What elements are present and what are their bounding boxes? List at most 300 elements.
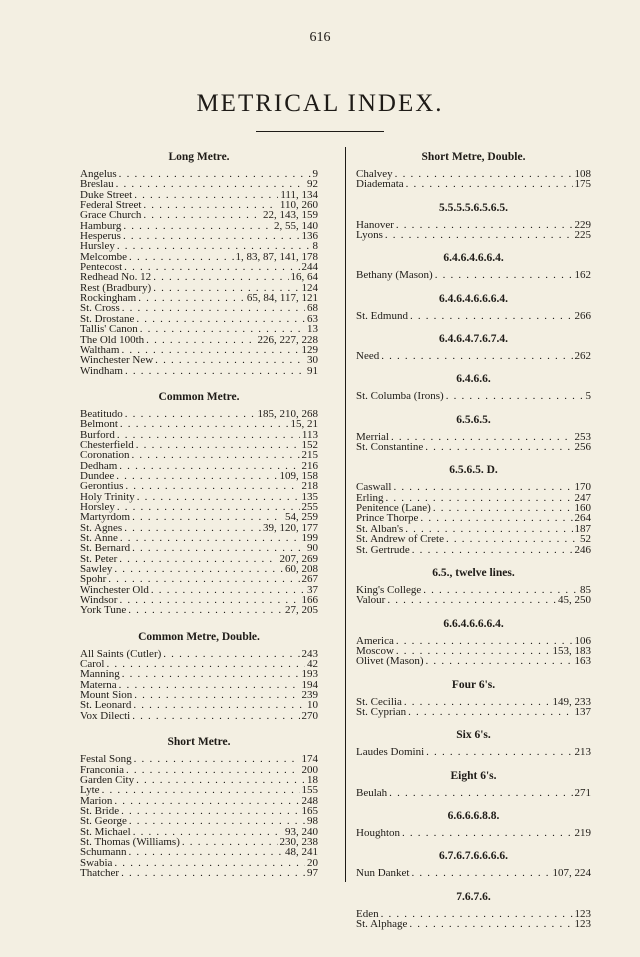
tune-name: Olivet (Mason) xyxy=(356,655,424,668)
tune-name: Erling xyxy=(356,491,384,504)
tune-name: All Saints (Cutler) xyxy=(80,647,162,660)
dot-leader xyxy=(121,806,299,816)
dot-leader xyxy=(119,461,299,471)
hymn-numbers: 175 xyxy=(574,178,591,191)
tune-name: St. Anne xyxy=(80,532,118,544)
tune-name: Martyrdom xyxy=(80,511,131,524)
dot-leader xyxy=(146,335,255,345)
hymn-numbers: 60, 208 xyxy=(285,563,318,576)
index-section xyxy=(356,678,591,718)
tune-name: Windham xyxy=(80,364,123,377)
hymn-numbers: 109, 158 xyxy=(279,469,318,482)
dot-leader xyxy=(395,169,573,179)
index-entry xyxy=(356,788,591,798)
index-entry xyxy=(80,649,318,659)
hymn-numbers: 226, 227, 228 xyxy=(257,333,318,346)
dot-leader xyxy=(406,179,573,189)
tune-name: Breslau xyxy=(80,178,114,191)
tune-name: St. Edmund xyxy=(356,309,408,322)
index-section xyxy=(80,735,318,878)
index-entry xyxy=(356,179,591,189)
section-heading: Four 6's. xyxy=(451,678,496,691)
hymn-numbers: 218 xyxy=(301,480,318,493)
dot-leader xyxy=(426,747,572,757)
tune-name: Winchester New xyxy=(80,354,154,367)
tune-name: Garden City xyxy=(80,773,135,786)
dot-leader xyxy=(119,595,299,605)
hymn-numbers: 68 xyxy=(307,302,318,315)
index-entry xyxy=(80,366,318,376)
tune-name: Angelus xyxy=(80,168,117,180)
dot-leader xyxy=(122,669,300,679)
tune-name: Moscow xyxy=(356,644,394,657)
hymn-numbers: 256 xyxy=(574,441,591,454)
hymn-numbers: 2, 55, 140 xyxy=(274,219,318,232)
dot-leader xyxy=(116,471,277,481)
index-entry xyxy=(80,816,318,826)
hymn-numbers: 200 xyxy=(301,763,318,776)
hymn-numbers: 239 xyxy=(301,689,318,702)
hymn-numbers: 153, 183 xyxy=(552,644,591,657)
section-heading: 6.4.6.6. xyxy=(456,373,491,386)
hymn-numbers: 160 xyxy=(574,502,591,515)
tune-name: America xyxy=(356,634,394,647)
index-entry xyxy=(356,656,591,666)
tune-name: Winchester Old xyxy=(80,583,149,596)
dot-leader xyxy=(137,492,300,502)
tune-name: St. Alban's xyxy=(356,522,404,535)
hymn-numbers: 27, 205 xyxy=(285,604,318,617)
dot-leader xyxy=(134,754,300,764)
hymn-numbers: 185, 210, 268 xyxy=(257,407,318,420)
dot-leader xyxy=(393,482,572,492)
tune-name: Caswall xyxy=(356,481,392,494)
tune-name: Dedham xyxy=(80,459,118,472)
tune-name: St. Cecilia xyxy=(356,695,402,708)
section-heading: 6.4.6.4.7.6.7.4. xyxy=(439,333,508,346)
section-heading: 6.4.6.4.6.6.6.4. xyxy=(439,292,508,305)
index-entry xyxy=(80,564,318,574)
page-title: METRICAL INDEX. xyxy=(196,90,444,117)
tune-name: Hursley xyxy=(80,240,115,253)
dot-leader xyxy=(163,649,299,659)
tune-name: Bethany (Mason) xyxy=(356,269,433,282)
tune-name: St. Thomas (Williams) xyxy=(80,835,180,848)
dot-leader xyxy=(402,828,573,838)
tune-name: St. Bernard xyxy=(80,542,131,555)
hymn-numbers: 255 xyxy=(301,500,318,513)
index-entry xyxy=(80,754,318,764)
dot-leader xyxy=(120,419,289,429)
dot-leader xyxy=(132,512,283,522)
hymn-numbers: 13 xyxy=(307,323,318,336)
dot-leader xyxy=(155,355,305,365)
tune-name: Hesperus xyxy=(80,230,121,243)
tune-name: Belmont xyxy=(80,418,118,431)
tune-name: Franconia xyxy=(80,763,124,776)
dot-leader xyxy=(125,481,299,491)
dot-leader xyxy=(122,303,305,313)
page-number: 616 xyxy=(309,30,331,45)
hymn-numbers: 93, 240 xyxy=(285,825,318,838)
tune-name: Redhead No. 12 xyxy=(80,271,152,284)
dot-leader xyxy=(114,564,283,574)
dot-leader xyxy=(128,605,283,615)
index-section xyxy=(356,890,591,930)
tune-name: Windsor xyxy=(80,594,118,607)
index-section xyxy=(356,150,591,190)
index-entry xyxy=(80,169,318,179)
tune-name: Sawley xyxy=(80,563,113,576)
section-heading: Long Metre. xyxy=(168,151,230,163)
index-entry xyxy=(356,747,591,757)
dot-leader xyxy=(153,272,288,282)
tune-name: Valour xyxy=(356,594,386,607)
hymn-numbers: 215 xyxy=(301,449,318,462)
index-entry xyxy=(356,545,591,555)
hymn-numbers: 123 xyxy=(574,907,591,920)
dot-leader xyxy=(134,690,299,700)
hymn-numbers: 90 xyxy=(307,542,318,555)
hymn-numbers: 194 xyxy=(301,678,318,691)
hymn-numbers: 266 xyxy=(574,309,591,322)
dot-leader xyxy=(412,545,573,555)
hymn-numbers: 199 xyxy=(301,532,318,544)
dot-leader xyxy=(423,585,578,595)
dot-leader xyxy=(446,391,584,401)
hymn-numbers: 110, 260 xyxy=(279,199,318,212)
index-entry xyxy=(356,868,591,878)
dot-leader xyxy=(420,513,572,523)
index-entry xyxy=(80,324,318,334)
section-heading: 6.5., twelve lines. xyxy=(432,566,515,579)
tune-name: Rockingham xyxy=(80,292,137,305)
hymn-numbers: 193 xyxy=(301,668,318,681)
tune-name: Waltham xyxy=(80,343,120,356)
section-heading: 7.6.7.6. xyxy=(456,890,491,903)
tune-name: Chalvey xyxy=(356,168,393,180)
hymn-numbers: 166 xyxy=(301,594,318,607)
hymn-numbers: 111, 134 xyxy=(280,188,318,201)
hymn-numbers: 20 xyxy=(307,856,318,869)
tune-name: Vox Dilecti xyxy=(80,709,131,722)
tune-name: Mount Sion xyxy=(80,689,133,702)
dot-leader xyxy=(411,868,550,878)
dot-leader xyxy=(140,324,305,334)
hymn-numbers: 264 xyxy=(574,512,591,525)
dot-leader xyxy=(123,221,272,231)
hymn-numbers: 106 xyxy=(574,634,591,647)
index-section xyxy=(356,372,591,401)
tune-name: Pentecost xyxy=(80,261,123,274)
hymn-numbers: 123 xyxy=(574,917,591,930)
dot-leader xyxy=(136,314,305,324)
title-rule xyxy=(256,131,384,132)
dot-leader xyxy=(132,450,300,460)
dot-leader xyxy=(128,847,283,857)
dot-leader xyxy=(410,311,573,321)
dot-leader xyxy=(433,503,573,513)
index-entry xyxy=(356,230,591,240)
dot-leader xyxy=(408,707,572,717)
dot-leader xyxy=(117,502,300,512)
tune-name: Eden xyxy=(356,907,379,920)
index-section xyxy=(356,463,591,554)
tune-name: Dundee xyxy=(80,469,115,482)
hymn-numbers: 8 xyxy=(312,240,318,253)
dot-leader xyxy=(134,190,278,200)
dot-leader xyxy=(381,909,573,919)
section-heading: 6.6.4.6.6.6.4. xyxy=(443,617,504,630)
hymn-numbers: 230, 238 xyxy=(279,835,318,848)
tune-name: Schumann xyxy=(80,846,127,859)
tune-name: St. Constantine xyxy=(356,441,424,454)
tune-name: St. Andrew of Crete xyxy=(356,533,444,546)
hymn-numbers: 253 xyxy=(574,430,591,443)
dot-leader xyxy=(151,585,305,595)
index-entry xyxy=(80,605,318,615)
index-entry xyxy=(356,707,591,717)
dot-leader xyxy=(396,636,573,646)
dot-leader xyxy=(136,440,300,450)
dot-leader xyxy=(409,919,572,929)
hymn-numbers: 136 xyxy=(301,230,318,243)
hymn-numbers: 98 xyxy=(307,815,318,828)
tune-name: Hanover xyxy=(356,218,394,231)
hymn-numbers: 65, 84, 117, 121 xyxy=(246,292,318,305)
hymn-numbers: 174 xyxy=(301,753,318,766)
index-section xyxy=(80,390,318,616)
tune-name: Grace Church xyxy=(80,209,142,222)
dot-leader xyxy=(119,554,277,564)
index-entry xyxy=(356,442,591,452)
tune-name: Melcombe xyxy=(80,250,128,263)
dot-leader xyxy=(138,293,245,303)
hymn-numbers: 270 xyxy=(301,709,318,722)
hymn-numbers: 9 xyxy=(312,168,318,180)
tune-name: Marion xyxy=(80,794,113,807)
hymn-numbers: 165 xyxy=(301,804,318,817)
dot-leader xyxy=(126,765,300,775)
section-heading: Eight 6's. xyxy=(450,769,497,782)
dot-leader xyxy=(129,252,233,262)
tune-name: Festal Song xyxy=(80,753,132,766)
hymn-numbers: 155 xyxy=(301,784,318,797)
hymn-numbers: 124 xyxy=(301,281,318,294)
hymn-numbers: 137 xyxy=(574,705,591,718)
section-heading: Common Metre. xyxy=(158,390,240,403)
dot-leader xyxy=(404,697,551,707)
dot-leader xyxy=(446,534,578,544)
hymn-numbers: 15, 21 xyxy=(290,418,318,431)
dot-leader xyxy=(136,775,305,785)
tune-name: Beulah xyxy=(356,786,388,799)
tune-name: Houghton xyxy=(356,826,400,839)
tune-name: Nun Danket xyxy=(356,867,410,880)
hymn-numbers: 246 xyxy=(574,543,591,556)
section-heading: 6.5.6.5. D. xyxy=(449,464,498,477)
index-entry xyxy=(356,351,591,361)
tune-name: St. Cross xyxy=(80,302,120,315)
dot-leader xyxy=(121,868,305,878)
index-entry xyxy=(356,311,591,321)
index-section xyxy=(356,809,591,838)
tune-name: St. George xyxy=(80,815,127,828)
dot-leader xyxy=(132,711,299,721)
dot-leader xyxy=(143,200,278,210)
tune-name: Hamburg xyxy=(80,219,122,232)
hymn-numbers: 18 xyxy=(307,773,318,786)
tune-name: Swabia xyxy=(80,856,113,869)
dot-leader xyxy=(426,656,573,666)
dot-leader xyxy=(102,785,300,795)
hymn-numbers: 229 xyxy=(574,218,591,231)
index-entry xyxy=(356,270,591,280)
tune-name: St. Michael xyxy=(80,825,131,838)
tune-name: Diademata xyxy=(356,178,404,191)
hymn-numbers: 10 xyxy=(307,699,318,712)
tune-name: St. Bride xyxy=(80,804,120,817)
hymn-numbers: 85 xyxy=(580,583,591,596)
tune-name: Penitence (Lane) xyxy=(356,502,431,515)
tune-name: Horsley xyxy=(80,500,115,513)
tune-name: Duke Street xyxy=(80,188,133,201)
tune-name: Manning xyxy=(80,668,120,681)
index-entry xyxy=(80,419,318,429)
tune-name: St. Drostane xyxy=(80,312,135,325)
tune-name: Beatitudo xyxy=(80,407,123,420)
dot-leader xyxy=(124,523,261,533)
index-entry xyxy=(356,828,591,838)
hymn-numbers: 170 xyxy=(574,481,591,494)
hymn-numbers: 48, 241 xyxy=(285,846,318,859)
hymn-numbers: 129 xyxy=(301,343,318,356)
index-entry xyxy=(80,492,318,502)
tune-name: Materna xyxy=(80,678,117,691)
hymn-numbers: 243 xyxy=(301,647,318,660)
dot-leader xyxy=(125,366,305,376)
section-heading: Six 6's. xyxy=(456,729,491,742)
hymn-numbers: 108 xyxy=(574,168,591,180)
hymn-numbers: 91 xyxy=(307,364,318,377)
tune-name: St. Gertrude xyxy=(356,543,410,556)
hymn-numbers: 152 xyxy=(301,438,318,451)
hymn-numbers: 45, 250 xyxy=(558,594,591,607)
hymn-numbers: 216 xyxy=(301,459,318,472)
hymn-numbers: 187 xyxy=(574,522,591,535)
right-column xyxy=(356,150,591,929)
tune-name: Lyte xyxy=(80,784,100,797)
index-section xyxy=(80,630,318,721)
hymn-numbers: 16, 64 xyxy=(290,271,318,284)
tune-name: Prince Thorpe xyxy=(356,512,419,525)
section-heading: Short Metre. xyxy=(167,736,231,749)
tune-name: The Old 100th xyxy=(80,333,145,346)
section-heading: Common Metre, Double. xyxy=(138,630,260,643)
hymn-numbers: 247 xyxy=(574,491,591,504)
tune-name: Coronation xyxy=(80,449,130,462)
tune-name: Gerontius xyxy=(80,480,124,493)
index-entry xyxy=(80,868,318,878)
section-heading: 6.4.6.4.6.6.4. xyxy=(443,252,504,265)
dot-leader xyxy=(114,796,299,806)
index-section xyxy=(80,150,318,376)
tune-name: Carol xyxy=(80,658,105,671)
section-heading: 5.5.5.5.6.5.6.5. xyxy=(439,201,508,214)
tune-name: Thatcher xyxy=(80,866,120,879)
tune-name: St. Agnes xyxy=(80,521,123,534)
dot-leader xyxy=(120,533,300,543)
index-entry xyxy=(356,595,591,605)
hymn-numbers: 207, 269 xyxy=(279,552,318,565)
dot-leader xyxy=(129,816,305,826)
left-column xyxy=(80,150,318,878)
hymn-numbers: 30 xyxy=(307,354,318,367)
index-entry xyxy=(80,711,318,721)
hymn-numbers: 248 xyxy=(301,794,318,807)
index-entry xyxy=(356,585,591,595)
section-heading: 6.6.6.6.8.8. xyxy=(447,809,500,822)
hymn-numbers: 52 xyxy=(580,533,591,546)
tune-name: St. Cyprian xyxy=(356,705,407,718)
index-section xyxy=(356,251,591,280)
dot-leader xyxy=(123,231,300,241)
hymn-numbers: 271 xyxy=(574,786,591,799)
hymn-numbers: 37 xyxy=(307,583,318,596)
dot-leader xyxy=(116,179,305,189)
dot-leader xyxy=(119,680,300,690)
hymn-numbers: 225 xyxy=(574,229,591,242)
index-section xyxy=(356,769,591,798)
tune-name: York Tune xyxy=(80,604,127,617)
index-entry xyxy=(356,919,591,929)
dot-leader xyxy=(133,700,305,710)
index-section xyxy=(356,617,591,667)
section-heading: 6.7.6.7.6.6.6.6. xyxy=(439,850,508,863)
index-section xyxy=(356,849,591,878)
tune-name: Spohr xyxy=(80,573,107,586)
dot-leader xyxy=(387,595,556,605)
index-entry xyxy=(356,482,591,492)
index-entry xyxy=(80,775,318,785)
tune-name: Need xyxy=(356,350,380,363)
index-section xyxy=(356,566,591,606)
hymn-numbers: 113 xyxy=(301,428,318,441)
hymn-numbers: 135 xyxy=(301,490,318,503)
hymn-numbers: 107, 224 xyxy=(552,867,591,880)
hymn-numbers: 149, 233 xyxy=(552,695,591,708)
dot-leader xyxy=(106,659,305,669)
index-section xyxy=(356,332,591,361)
column-divider xyxy=(345,147,346,882)
hymn-numbers: 162 xyxy=(574,269,591,282)
index-entry xyxy=(356,220,591,230)
hymn-numbers: 219 xyxy=(574,826,591,839)
index-entry xyxy=(80,847,318,857)
tune-name: Federal Street xyxy=(80,199,142,212)
tune-name: Laudes Domini xyxy=(356,746,425,759)
hymn-numbers: 213 xyxy=(574,746,591,759)
tune-name: St. Alphage xyxy=(356,917,408,930)
tune-name: Tallis' Canon xyxy=(80,323,138,336)
hymn-numbers: 1, 83, 87, 141, 178 xyxy=(235,250,318,263)
hymn-numbers: 262 xyxy=(574,350,591,363)
hymn-numbers: 39, 120, 177 xyxy=(263,521,318,534)
dot-leader xyxy=(425,442,572,452)
hymn-numbers: 42 xyxy=(307,658,318,671)
hymn-numbers: 97 xyxy=(307,866,318,879)
hymn-numbers: 244 xyxy=(301,261,318,274)
